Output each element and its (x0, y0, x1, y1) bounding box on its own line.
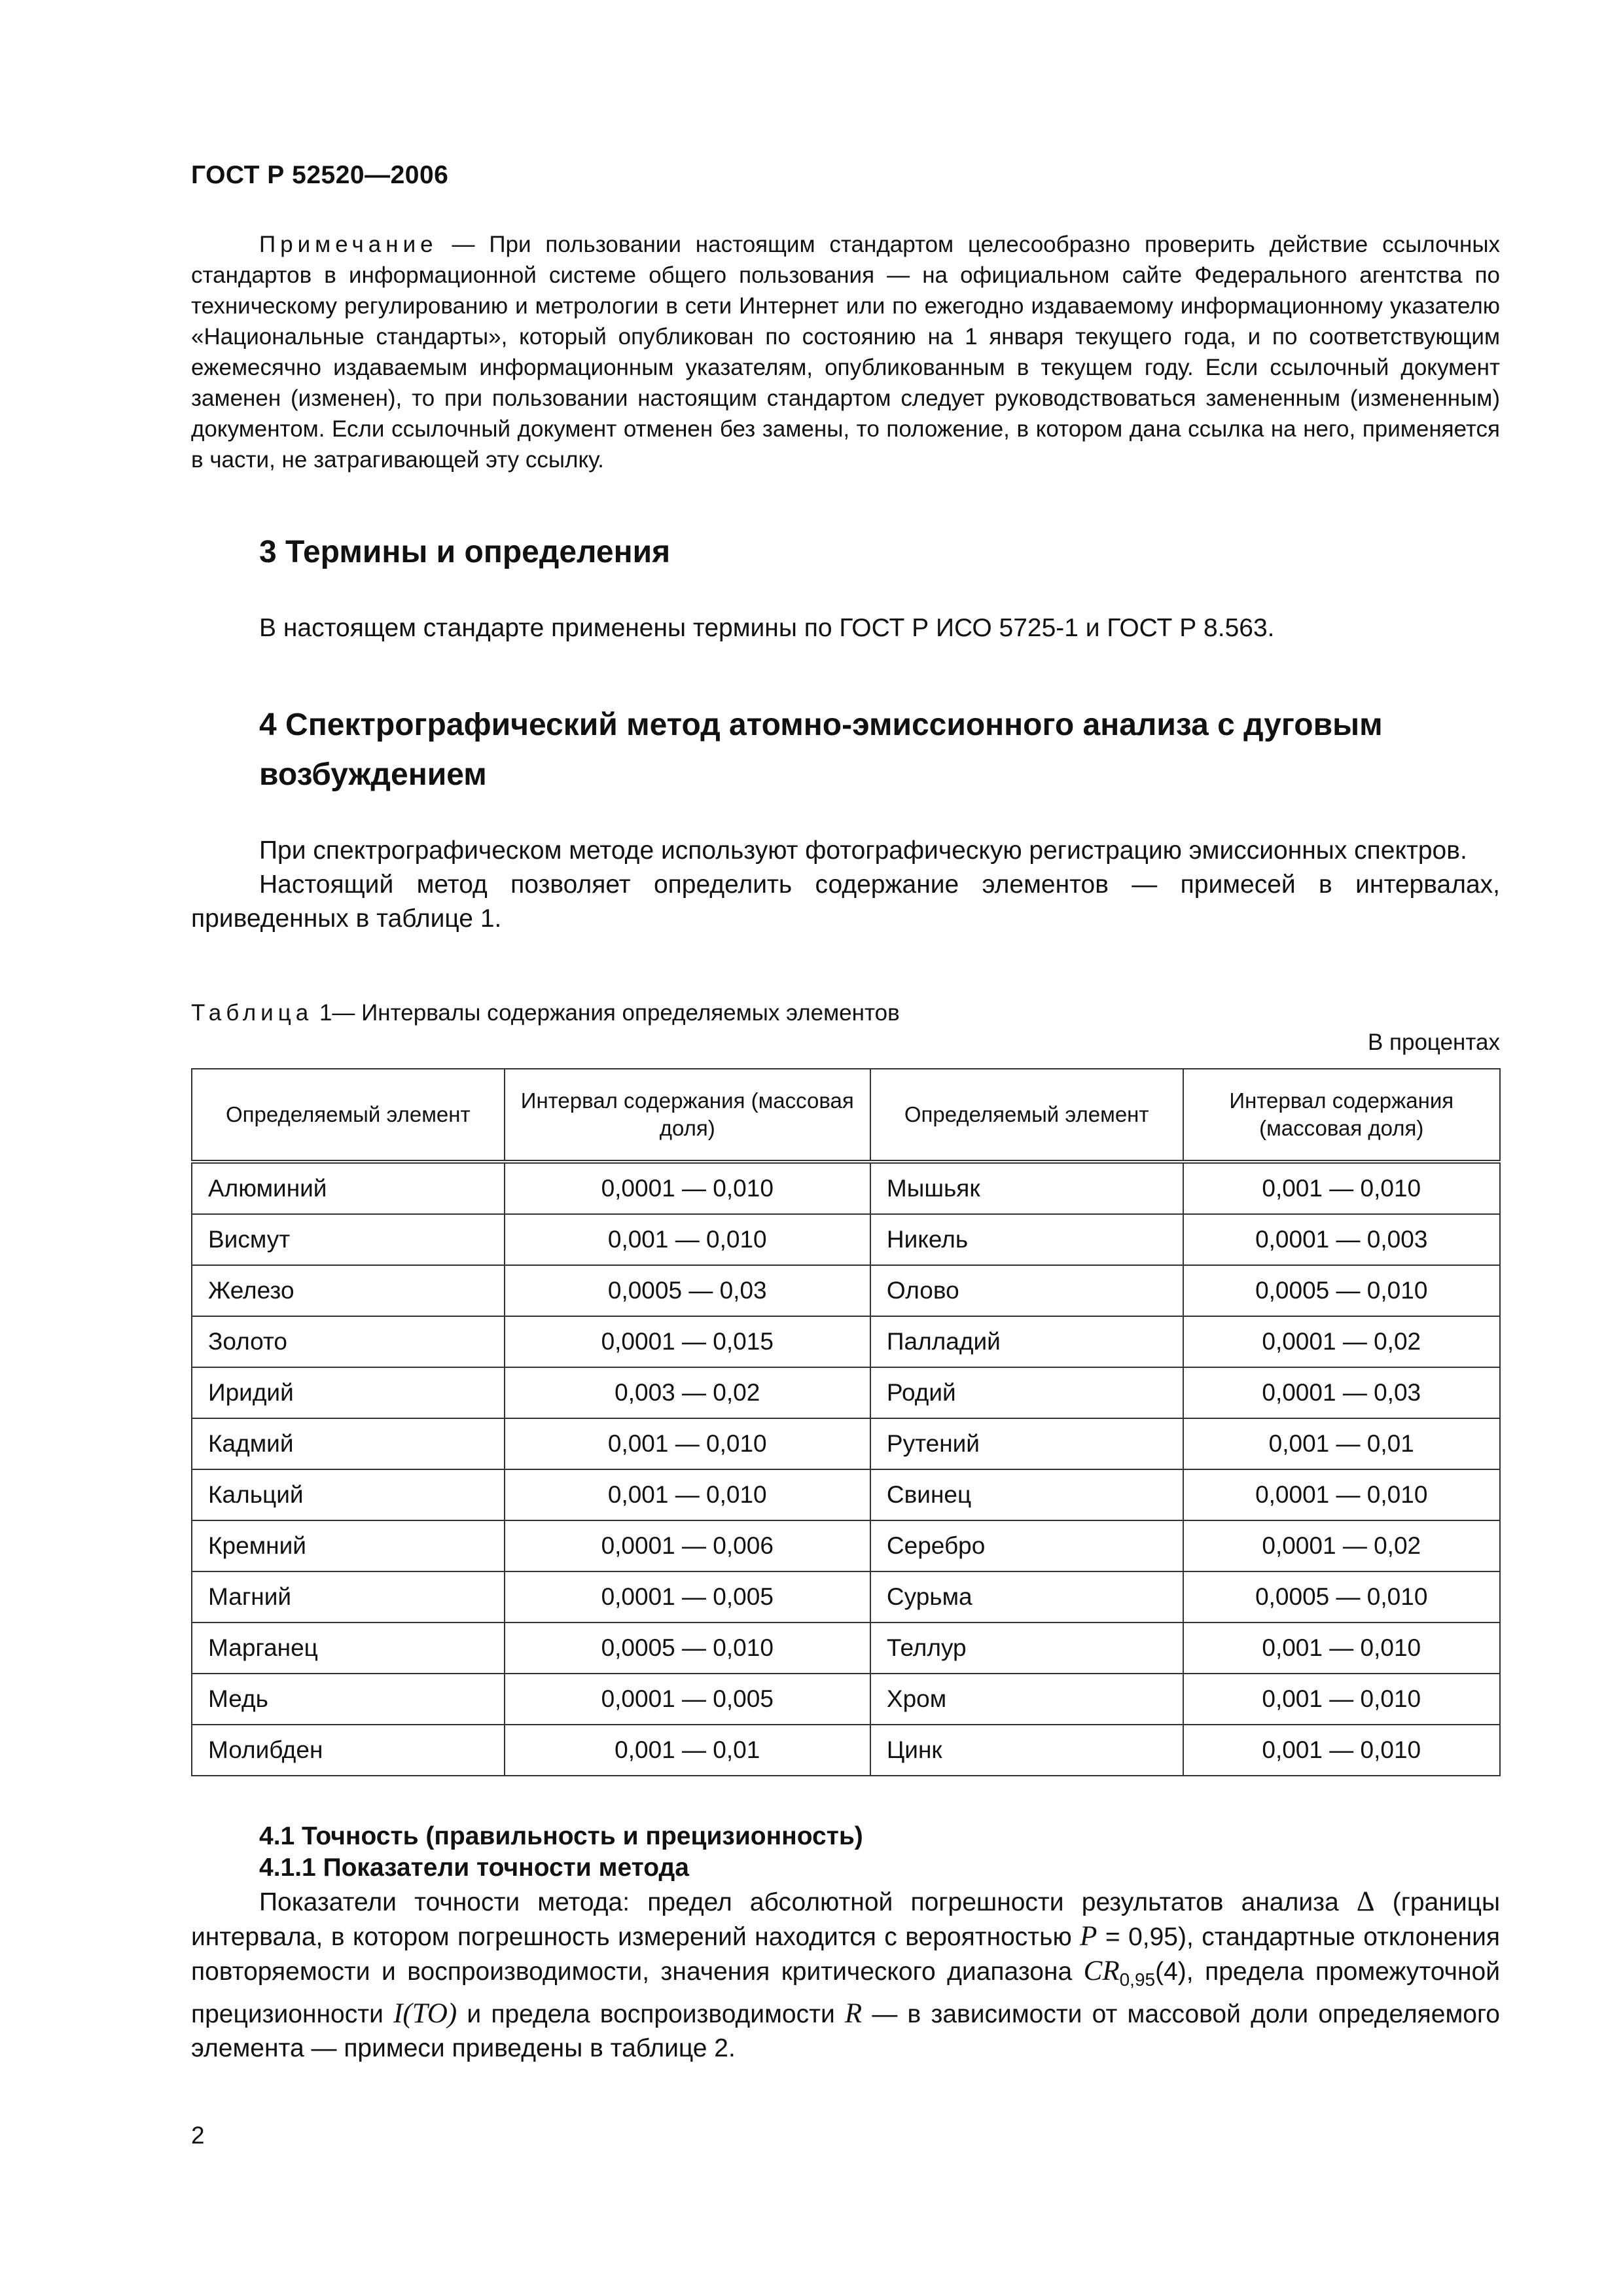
interval-value: 0,001 — 0,010 (1183, 1623, 1501, 1674)
table-caption-label: Таблица (191, 1000, 313, 1026)
header-interval-1: Интервал содержания (массовая доля) (505, 1069, 870, 1162)
interval-value: 0,0001 — 0,02 (1183, 1520, 1501, 1571)
interval-value: 0,003 — 0,02 (505, 1367, 870, 1418)
interval-value: 0,0005 — 0,010 (1183, 1265, 1501, 1316)
accuracy-text-f: — в зависимости от массовой доли определяемого элемента — примеси приведены в таблице 2. (191, 2000, 1500, 2062)
section-4-1-headings (259, 1821, 863, 1884)
interval-value: 0,0001 — 0,03 (1183, 1367, 1501, 1418)
element-name: Золото (192, 1316, 505, 1367)
element-name: Хром (870, 1674, 1183, 1725)
section-4-body (191, 834, 1500, 936)
interval-value: 0,0001 — 0,02 (1183, 1316, 1501, 1367)
element-name: Кальций (192, 1469, 505, 1520)
table-row (192, 1520, 1500, 1571)
element-name: Цинк (870, 1725, 1183, 1776)
section-4-title-line-2: возбуждением (259, 757, 487, 792)
section-4-title-line-1: 4 Спектрографический метод атомно-эмиссионного анализа с дуговым (259, 708, 1383, 742)
section-4-paragraph-1: При спектрографическом методе используют фотографическую регистрацию эмиссионных спектров. (259, 836, 1467, 865)
interval-value: 0,001 — 0,010 (1183, 1725, 1501, 1776)
reproducibility-symbol: R (844, 1998, 863, 2029)
interval-value: 0,001 — 0,010 (1183, 1162, 1501, 1214)
interval-value: 0,001 — 0,01 (505, 1725, 870, 1776)
page-number: 2 (191, 2122, 205, 2149)
probability-symbol: P (1080, 1921, 1097, 1952)
interval-value: 0,001 — 0,010 (1183, 1674, 1501, 1725)
note-text: — При пользовании настоящим стандартом целесообразно проверить действие ссылочных стандартов в информационной системе общего пользования — на официальном сайте Федерального агентства по техническому регулированию и метрологии в сети Интернет или по ежегодно издаваемому информационному указателю «Национальные стандарты», который опубликован по состоянию на 1 января текущего года, и по соответствующим ежемесячно издаваемым информационным указателям, опубликованным в текущем году. Если ссылочный документ заменен (изменен), то при пользовании настоящим стандартом следует руководствоваться замененным (измененным) документом. Если ссылочный документ отменен без замены, то положение, в котором дана ссылка на него, применяется в части, не затрагивающей эту ссылку. (191, 232, 1500, 473)
element-name: Кадмий (192, 1418, 505, 1469)
accuracy-text-e: и предела воспроизводимости (457, 2000, 845, 2028)
element-name: Железо (192, 1265, 505, 1316)
element-name: Свинец (870, 1469, 1183, 1520)
table-body (192, 1162, 1500, 1776)
critical-range-symbol: CR (1083, 1956, 1120, 1986)
intermediate-precision-symbol: I(TO) (393, 1998, 457, 2029)
accuracy-text-d: (4), предела промежуточной прецизионности (191, 1958, 1500, 2028)
element-name: Родий (870, 1367, 1183, 1418)
table-row (192, 1265, 1500, 1316)
element-name: Кремний (192, 1520, 505, 1571)
table-row (192, 1469, 1500, 1520)
reference-note (191, 229, 1500, 475)
table-row (192, 1725, 1500, 1776)
section-3-title: 3 Термины и определения (259, 535, 671, 569)
table-caption-text: 1— Интервалы содержания определяемых элементов (313, 1000, 900, 1026)
header-element-1: Определяемый элемент (192, 1069, 505, 1162)
table-row (192, 1674, 1500, 1725)
element-name: Серебро (870, 1520, 1183, 1571)
table-header-row (192, 1069, 1500, 1162)
interval-value: 0,001 — 0,010 (505, 1418, 870, 1469)
section-4-1-title: 4.1 Точность (правильность и прецизионность) (259, 1822, 863, 1850)
table-1-caption (191, 1000, 900, 1026)
element-name: Палладий (870, 1316, 1183, 1367)
interval-value: 0,0005 — 0,03 (505, 1265, 870, 1316)
interval-value: 0,0005 — 0,010 (1183, 1571, 1501, 1623)
note-paragraph (191, 229, 1500, 475)
header-element-2: Определяемый элемент (870, 1069, 1183, 1162)
interval-value: 0,0001 — 0,006 (505, 1520, 870, 1571)
element-name: Олово (870, 1265, 1183, 1316)
accuracy-text-c: = 0,95), стандартные отклонения повторяемости и воспроизводимости, значения критического диапазона (191, 1923, 1500, 1986)
interval-value: 0,0001 — 0,015 (505, 1316, 870, 1367)
element-name: Рутений (870, 1418, 1183, 1469)
accuracy-text-a: Показатели точности метода: предел абсолютной погрешности результатов анализа (259, 1888, 1357, 1916)
interval-value: 0,0001 — 0,010 (505, 1162, 870, 1214)
element-name: Марганец (192, 1623, 505, 1674)
section-4-paragraph-2: Настоящий метод позволяет определить содержание элементов — примесей в интервалах, приведенных в таблице 1. (191, 870, 1500, 933)
table-row (192, 1367, 1500, 1418)
element-name: Магний (192, 1571, 505, 1623)
interval-value: 0,0005 — 0,010 (505, 1623, 870, 1674)
interval-value: 0,001 — 0,010 (505, 1469, 870, 1520)
interval-value: 0,0001 — 0,010 (1183, 1469, 1501, 1520)
document-code: ГОСТ Р 52520—2006 (191, 161, 449, 189)
element-name: Молибден (192, 1725, 505, 1776)
table-row (192, 1571, 1500, 1623)
table-1 (191, 1068, 1501, 1776)
critical-range-subscript: 0,95 (1119, 1969, 1156, 1990)
accuracy-paragraph (191, 1885, 1500, 2066)
element-name: Сурьма (870, 1571, 1183, 1623)
element-name: Медь (192, 1674, 505, 1725)
section-4-title (259, 700, 1503, 800)
element-name: Алюминий (192, 1162, 505, 1214)
interval-value: 0,001 — 0,01 (1183, 1418, 1501, 1469)
element-name: Мышьяк (870, 1162, 1183, 1214)
delta-symbol: Δ (1356, 1886, 1375, 1917)
table-row (192, 1214, 1500, 1265)
note-label: Примечание (259, 232, 438, 257)
element-name: Иридий (192, 1367, 505, 1418)
element-name: Никель (870, 1214, 1183, 1265)
interval-value: 0,0001 — 0,005 (505, 1571, 870, 1623)
interval-value: 0,0001 — 0,005 (505, 1674, 870, 1725)
section-4-1-1-title: 4.1.1 Показатели точности метода (259, 1854, 689, 1882)
accuracy-text-b: (границы интервала, в котором погрешность измерений находится с вероятностью (191, 1888, 1500, 1951)
section-3-text: В настоящем стандарте применены термины по ГОСТ Р ИСО 5725-1 и ГОСТ Р 8.563. (259, 614, 1275, 642)
interval-value: 0,001 — 0,010 (505, 1214, 870, 1265)
table-units: В процентах (1367, 1030, 1500, 1055)
table-row (192, 1162, 1500, 1214)
element-name: Висмут (192, 1214, 505, 1265)
table-row (192, 1418, 1500, 1469)
header-interval-2: Интервал содержания (массовая доля) (1183, 1069, 1501, 1162)
table-row (192, 1316, 1500, 1367)
element-name: Теллур (870, 1623, 1183, 1674)
table-row (192, 1623, 1500, 1674)
interval-value: 0,0001 — 0,003 (1183, 1214, 1501, 1265)
